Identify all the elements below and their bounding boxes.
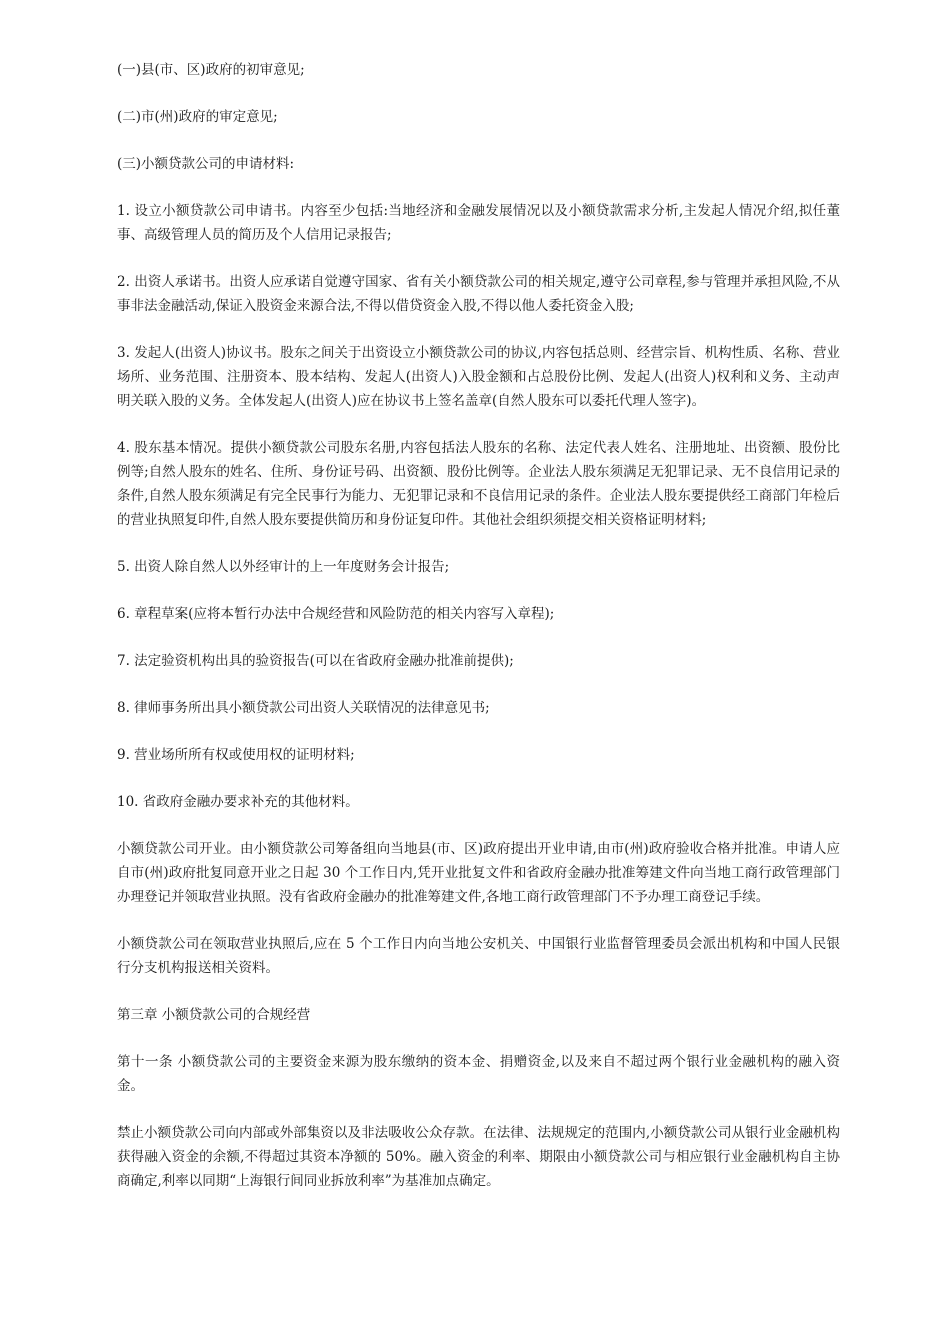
list-item-other-materials: 10. 省政府金融办要求补充的其他材料。 [117, 794, 359, 810]
paragraph-company-opening: 小额贷款公司开业。由小额贷款公司筹备组向当地县(市、区)政府提出开业申请,由市(州)政府验收合格并批准。申请人应自市(州)政府批复同意开业之日起 30 个工作日内,凭开业批复文件和省政府金融办批准筹建文件向当地工商行政管理部门办理登记并领取营业执照。没有省政府金融办的批准筹建文件,各地工商行政管理部门不予办理工商登记手续。 [117, 841, 840, 905]
document-body [117, 58, 840, 1216]
paragraph-funding-restrictions: 禁止小额贷款公司向内部或外部集资以及非法吸收公众存款。在法律、法规规定的范围内,小额贷款公司从银行业金融机构获得融入资金的余额,不得超过其资本净额的 50%。融入资金的利率、期限由小额贷款公司与相应银行业金融机构自主协商确定,利率以同期“上海银行间同业拆放利率”为基准加点确定。 [117, 1125, 840, 1189]
list-item-investor-commitment: 2. 出资人承诺书。出资人应承诺自觉遵守国家、省有关小额贷款公司的相关规定,遵守公司章程,参与管理并承担风险,不从事非法金融活动,保证入股资金来源合法,不得以借贷资金入股,不得以他人委托资金入股; [117, 274, 840, 314]
list-item-draft-charter: 6. 章程草案(应将本暂行办法中合规经营和风险防范的相关内容写入章程); [117, 606, 555, 622]
list-item-capital-verification: 7. 法定验资机构出具的验资报告(可以在省政府金融办批准前提供); [117, 653, 514, 669]
paragraph-post-license-reporting: 小额贷款公司在领取营业执照后,应在 5 个工作日内向当地公安机关、中国银行业监督管理委员会派出机构和中国人民银行分支机构报送相关资料。 [117, 936, 840, 976]
list-item-premises-proof: 9. 营业场所所有权或使用权的证明材料; [117, 747, 355, 763]
list-item-application-letter: 1. 设立小额贷款公司申请书。内容至少包括:当地经济和金融发展情况以及小额贷款需求分析,主发起人情况介绍,拟任董事、高级管理人员的简历及个人信用记录报告; [117, 203, 840, 243]
paragraph-application-materials: (三)小额贷款公司的申请材料: [117, 156, 295, 172]
list-item-shareholder-info: 4. 股东基本情况。提供小额贷款公司股东名册,内容包括法人股东的名称、法定代表人姓名、注册地址、出资额、股份比例等;自然人股东的姓名、住所、身份证号码、出资额、股份比例等。企业法人股东须满足无犯罪记录、无不良信用记录的条件,自然人股东须满足有完全民事行为能力、无犯罪记录和不良信用记录的条件。企业法人股东要提供经工商部门年检后的营业执照复印件,自然人股东要提供简历和身份证复印件。其他社会组织须提交相关资格证明材料; [117, 440, 840, 528]
list-item-financial-report: 5. 出资人除自然人以外经审计的上一年度财务会计报告; [117, 559, 450, 575]
article-eleven: 第十一条 小额贷款公司的主要资金来源为股东缴纳的资本金、捐赠资金,以及来自不超过两个银行业金融机构的融入资金。 [117, 1054, 840, 1094]
paragraph-city-review: (二)市(州)政府的审定意见; [117, 109, 278, 125]
paragraph-county-review: (一)县(市、区)政府的初审意见; [117, 62, 305, 78]
list-item-legal-opinion: 8. 律师事务所出具小额贷款公司出资人关联情况的法律意见书; [117, 700, 490, 716]
chapter-heading: 第三章 小额贷款公司的合规经营 [117, 1007, 311, 1023]
list-item-founder-agreement: 3. 发起人(出资人)协议书。股东之间关于出资设立小额贷款公司的协议,内容包括总则、经营宗旨、机构性质、名称、营业场所、业务范围、注册资本、股本结构、发起人(出资人)入股金额和占总股份比例、发起人(出资人)权利和义务、主动声明关联入股的义务。全体发起人(出资人)应在协议书上签名盖章(自然人股东可以委托代理人签字)。 [117, 345, 840, 409]
